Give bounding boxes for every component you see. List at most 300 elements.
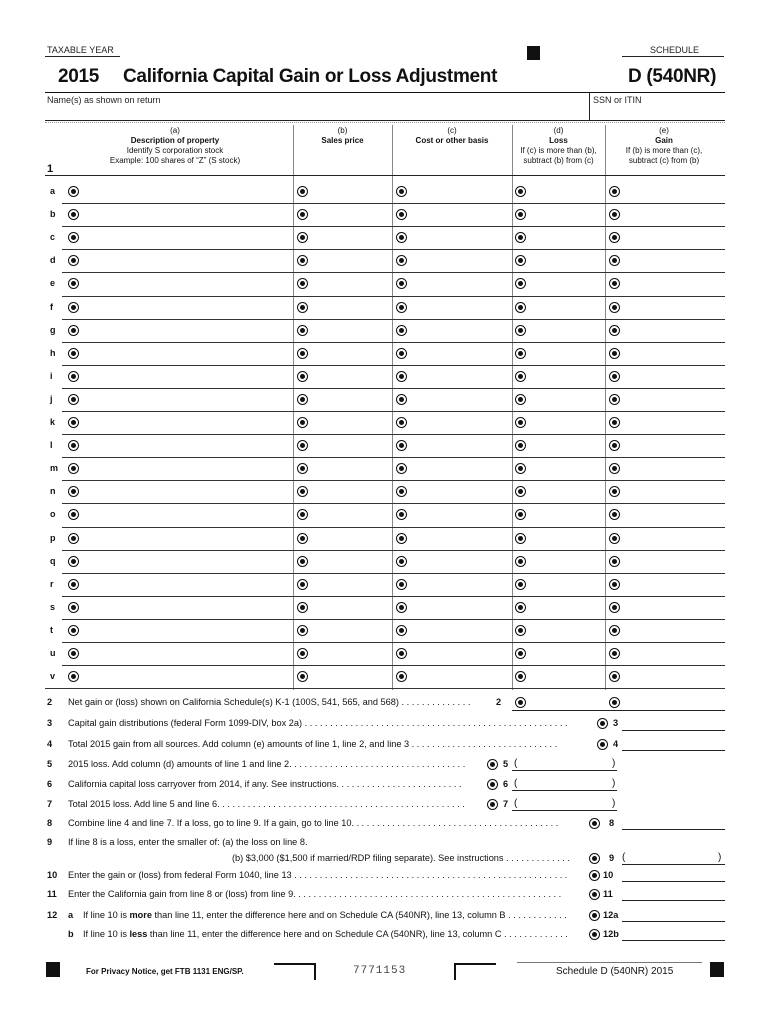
- line-12b-text-post: than line 11, enter the difference here and on Schedule CA (540NR), line 13, column C . . . . . . . . . . . . .: [147, 929, 568, 939]
- row-c-col-d-input[interactable]: [527, 228, 602, 244]
- row-f-col-e-input[interactable]: [621, 298, 721, 314]
- bullet-icon: [396, 209, 407, 220]
- bullet-icon: [68, 509, 79, 520]
- col-e-letter: (e): [659, 126, 669, 135]
- row-rule: [62, 272, 725, 273]
- line-12b-bullet-icon: [589, 929, 600, 940]
- bullet-icon: [68, 625, 79, 636]
- row-t-col-d-input[interactable]: [527, 621, 602, 637]
- row-n-col-c-input[interactable]: [408, 482, 508, 498]
- row-a-col-b-input[interactable]: [309, 182, 389, 198]
- row-g-col-c-input[interactable]: [408, 321, 508, 337]
- row-h-col-c-input[interactable]: [408, 344, 508, 360]
- row-rule: [62, 342, 725, 343]
- bullet-icon: [609, 348, 620, 359]
- row-i-col-b-input[interactable]: [309, 367, 389, 383]
- row-rule: [62, 226, 725, 227]
- row-q-col-d-input[interactable]: [527, 552, 602, 568]
- row-c-col-e-input[interactable]: [621, 228, 721, 244]
- line-8-number: 8: [47, 818, 53, 828]
- row-p-col-d-input[interactable]: [527, 529, 602, 545]
- bullet-icon: [297, 186, 308, 197]
- row-j-col-b-input[interactable]: [309, 390, 389, 406]
- bullet-icon: [609, 579, 620, 590]
- bullet-icon: [515, 556, 526, 567]
- row-c-col-a-input[interactable]: [80, 228, 290, 244]
- names-label: Name(s) as shown on return: [47, 95, 161, 105]
- line-5-bullet-icon: [487, 759, 498, 770]
- bullet-icon: [396, 186, 407, 197]
- col-d-sub2: subtract (b) from (c): [523, 156, 594, 165]
- bullet-icon: [297, 278, 308, 289]
- col-c-letter: (c): [447, 126, 457, 135]
- row-letter: k: [50, 417, 56, 427]
- row-g-col-d-input[interactable]: [527, 321, 602, 337]
- bullet-icon: [68, 232, 79, 243]
- col-a-sub1: Identify S corporation stock: [126, 146, 224, 155]
- row-letter: b: [50, 209, 56, 219]
- row-r-col-e-input[interactable]: [621, 575, 721, 591]
- bullet-icon: [68, 671, 79, 682]
- line-9-paren-close: ): [718, 852, 722, 863]
- line-6-input[interactable]: [520, 776, 610, 790]
- row-letter: q: [50, 556, 56, 566]
- row-k-col-c-input[interactable]: [408, 413, 508, 429]
- bullet-icon: [609, 648, 620, 659]
- bullet-icon: [396, 671, 407, 682]
- line-9-bullet-icon: [589, 853, 600, 864]
- row-rule: [62, 642, 725, 643]
- bullet-icon: [396, 509, 407, 520]
- bullet-icon: [396, 648, 407, 659]
- row-rule: [62, 527, 725, 528]
- bullet-icon: [68, 209, 79, 220]
- col-a-title: Description of property: [130, 136, 220, 145]
- line-2-text: Net gain or (loss) shown on California Schedule(s) K-1 (100S, 541, 565, and 568) . . . . . . . . . . . . . .: [68, 697, 471, 707]
- bullet-icon: [515, 463, 526, 474]
- col-e-title: Gain: [655, 136, 673, 145]
- line-5-paren-open: (: [514, 758, 518, 769]
- line-2-ref: 2: [496, 697, 502, 707]
- bullet-icon: [396, 302, 407, 313]
- bullet-icon: [297, 417, 308, 428]
- bullet-icon: [396, 232, 407, 243]
- line-12a-bullet-icon: [589, 910, 600, 921]
- row-letter: o: [50, 509, 56, 519]
- row-s-col-d-input[interactable]: [527, 598, 602, 614]
- row-l-col-d-input[interactable]: [527, 436, 602, 452]
- row-rule: [62, 249, 725, 250]
- row-r-col-a-input[interactable]: [80, 575, 290, 591]
- row-letter: m: [50, 463, 59, 473]
- row-m-col-b-input[interactable]: [309, 459, 389, 475]
- bullet-icon: [609, 417, 620, 428]
- line-11-input[interactable]: [624, 886, 724, 900]
- row-t-col-b-input[interactable]: [309, 621, 389, 637]
- line-8-bullet-icon: [589, 818, 600, 829]
- bullet-icon: [396, 579, 407, 590]
- bullet-icon: [515, 602, 526, 613]
- line-4-text: Total 2015 gain from all sources. Add column (e) amounts of line 1, line 2, and line 3 . . . . . . . . . . . . . . . . . . . . . . . . . . . . .: [68, 739, 558, 749]
- row-letter: t: [50, 625, 53, 635]
- bullet-icon: [297, 325, 308, 336]
- row-letter: n: [50, 486, 56, 496]
- row-d-col-d-input[interactable]: [527, 251, 602, 267]
- row-e-col-b-input[interactable]: [309, 274, 389, 290]
- row-letter: a: [50, 186, 56, 196]
- row-j-col-a-input[interactable]: [80, 390, 290, 406]
- row-e-col-e-input[interactable]: [621, 274, 721, 290]
- row-m-col-d-input[interactable]: [527, 459, 602, 475]
- row-o-col-c-input[interactable]: [408, 505, 508, 521]
- row-p-col-c-input[interactable]: [408, 529, 508, 545]
- line-12a-ref: 12a: [603, 910, 619, 920]
- row-f-col-c-input[interactable]: [408, 298, 508, 314]
- footer-registration-mark-left: [46, 962, 60, 977]
- registration-mark: [527, 46, 540, 60]
- bullet-icon: [297, 255, 308, 266]
- row-b-col-c-input[interactable]: [408, 205, 508, 221]
- line-3-number: 3: [47, 718, 53, 728]
- line-2-gain-input[interactable]: [621, 693, 721, 709]
- bullet-icon: [297, 556, 308, 567]
- bullet-icon: [297, 671, 308, 682]
- row-a-col-e-input[interactable]: [621, 182, 721, 198]
- row-p-col-a-input[interactable]: [80, 529, 290, 545]
- footer-registration-mark-right: [710, 962, 724, 977]
- row-e-col-a-input[interactable]: [80, 274, 290, 290]
- row-n-col-e-input[interactable]: [621, 482, 721, 498]
- bullet-icon: [68, 278, 79, 289]
- bullet-icon: [396, 440, 407, 451]
- col-e-sub1: If (b) is more than (c),: [625, 146, 703, 155]
- bullet-icon: [297, 533, 308, 544]
- row-s-col-a-input[interactable]: [80, 598, 290, 614]
- bullet-icon: [609, 556, 620, 567]
- bullet-icon: [68, 186, 79, 197]
- bullet-icon: [396, 602, 407, 613]
- row-l-col-e-input[interactable]: [621, 436, 721, 452]
- bullet-icon: [297, 371, 308, 382]
- line-7-input[interactable]: [520, 796, 610, 810]
- col-a-sub2: Example: 100 shares of “Z” (S stock): [109, 156, 241, 165]
- row-u-col-b-input[interactable]: [309, 644, 389, 660]
- row-u-col-d-input[interactable]: [527, 644, 602, 660]
- bullet-icon: [396, 348, 407, 359]
- line-6-paren-close: ): [612, 778, 616, 789]
- bullet-icon: [609, 394, 620, 405]
- form-code: 7771153: [353, 965, 407, 977]
- line-3-input[interactable]: [624, 715, 724, 729]
- line-4-ref: 4: [613, 739, 619, 749]
- bullet-icon: [515, 348, 526, 359]
- bullet-icon: [297, 209, 308, 220]
- row-k-col-a-input[interactable]: [80, 413, 290, 429]
- bullet-icon: [68, 348, 79, 359]
- row-o-col-e-input[interactable]: [621, 505, 721, 521]
- bullet-icon: [396, 625, 407, 636]
- bullet-icon: [297, 509, 308, 520]
- row-rule: [62, 665, 725, 666]
- bullet-icon: [609, 509, 620, 520]
- line-3-bullet-icon: [597, 718, 608, 729]
- schedule-label: SCHEDULE: [650, 45, 700, 55]
- line-12b-input[interactable]: [624, 926, 724, 940]
- line-9-number: 9: [47, 837, 53, 847]
- row-e-col-d-input[interactable]: [527, 274, 602, 290]
- row-o-col-b-input[interactable]: [309, 505, 389, 521]
- row-b-col-e-input[interactable]: [621, 205, 721, 221]
- line-8-input[interactable]: [624, 815, 724, 829]
- row-b-col-d-input[interactable]: [527, 205, 602, 221]
- line-10-number: 10: [47, 870, 58, 880]
- bullet-icon: [609, 278, 620, 289]
- row-p-col-b-input[interactable]: [309, 529, 389, 545]
- line-12a-text-pre: If line 10 is: [83, 910, 130, 920]
- bullet-icon: [609, 232, 620, 243]
- row-i-col-c-input[interactable]: [408, 367, 508, 383]
- row-v-col-b-input[interactable]: [309, 667, 389, 683]
- row-k-col-d-input[interactable]: [527, 413, 602, 429]
- line-1-number: 1: [47, 163, 54, 175]
- footer-schedule-label: Schedule D (540NR) 2015: [556, 966, 674, 977]
- bullet-icon: [515, 671, 526, 682]
- row-s-col-e-input[interactable]: [621, 598, 721, 614]
- bullet-icon: [68, 463, 79, 474]
- line-5-paren-close: ): [612, 758, 616, 769]
- bullet-icon: [609, 255, 620, 266]
- taxable-year-label: TAXABLE YEAR: [47, 45, 114, 55]
- row-letter: p: [50, 533, 56, 543]
- bullet-icon: [297, 348, 308, 359]
- line-10-input[interactable]: [624, 867, 724, 881]
- line-12b-sub: b: [68, 929, 74, 939]
- row-p-col-e-input[interactable]: [621, 529, 721, 545]
- col-e-header: [605, 126, 723, 166]
- bullet-icon: [68, 325, 79, 336]
- bullet-icon: [68, 648, 79, 659]
- row-q-col-e-input[interactable]: [621, 552, 721, 568]
- bullet-icon: [609, 625, 620, 636]
- bullet-icon: [609, 602, 620, 613]
- row-j-col-c-input[interactable]: [408, 390, 508, 406]
- line-5-input[interactable]: [520, 756, 610, 770]
- row-rule: [62, 203, 725, 204]
- row-m-col-a-input[interactable]: [80, 459, 290, 475]
- row-letter: j: [50, 394, 53, 404]
- col-b-title: Sales price: [321, 136, 364, 145]
- line-6-number: 6: [47, 779, 53, 789]
- row-rule: [62, 550, 725, 551]
- line-12a-text: [83, 910, 567, 920]
- bullet-icon: [68, 255, 79, 266]
- row-o-col-d-input[interactable]: [527, 505, 602, 521]
- row-rule: [62, 457, 725, 458]
- row-rule: [62, 619, 725, 620]
- bullet-icon: [396, 463, 407, 474]
- line-12a-sub: a: [68, 910, 74, 920]
- form-id: D (540NR): [628, 66, 717, 87]
- bullet-icon: [609, 671, 620, 682]
- row-b-col-b-input[interactable]: [309, 205, 389, 221]
- row-m-col-e-input[interactable]: [621, 459, 721, 475]
- row-t-col-a-input[interactable]: [80, 621, 290, 637]
- line-7-number: 7: [47, 799, 53, 809]
- row-a-col-a-input[interactable]: [80, 182, 290, 198]
- bullet-icon: [515, 186, 526, 197]
- row-s-col-b-input[interactable]: [309, 598, 389, 614]
- line-12-number: 12: [47, 910, 58, 920]
- row-f-col-a-input[interactable]: [80, 298, 290, 314]
- row-q-col-b-input[interactable]: [309, 552, 389, 568]
- bullet-icon: [515, 278, 526, 289]
- row-t-col-e-input[interactable]: [621, 621, 721, 637]
- row-e-col-c-input[interactable]: [408, 274, 508, 290]
- row-j-col-e-input[interactable]: [621, 390, 721, 406]
- line-4-input[interactable]: [624, 736, 724, 750]
- line-11-text: Enter the California gain from line 8 or (loss) from line 9. . . . . . . . . . . . . . . . . . . . . . . . . . . . . . . . . . . . . . . . . . . . . . . . . . . . .: [68, 889, 562, 899]
- row-letter: v: [50, 671, 56, 681]
- bullet-icon: [396, 278, 407, 289]
- row-l-col-b-input[interactable]: [309, 436, 389, 452]
- row-o-col-a-input[interactable]: [80, 505, 290, 521]
- line-12a-input[interactable]: [624, 907, 724, 921]
- bullet-icon: [515, 486, 526, 497]
- row-f-col-b-input[interactable]: [309, 298, 389, 314]
- row-rule: [62, 319, 725, 320]
- row-t-col-c-input[interactable]: [408, 621, 508, 637]
- bullet-icon: [396, 533, 407, 544]
- line-7-text: Total 2015 loss. Add line 5 and line 6. . . . . . . . . . . . . . . . . . . . . . . . . . . . . . . . . . . . . . . . . . . . . . . . .: [68, 799, 465, 809]
- line-9-input[interactable]: [628, 850, 716, 864]
- row-c-col-c-input[interactable]: [408, 228, 508, 244]
- row-r-col-c-input[interactable]: [408, 575, 508, 591]
- line-6-ref: 6: [503, 779, 509, 789]
- bullet-icon: [515, 394, 526, 405]
- row-v-col-e-input[interactable]: [621, 667, 721, 683]
- row-d-col-c-input[interactable]: [408, 251, 508, 267]
- row-v-col-d-input[interactable]: [527, 667, 602, 683]
- row-q-col-a-input[interactable]: [80, 552, 290, 568]
- row-c-col-b-input[interactable]: [309, 228, 389, 244]
- col-e-sub2: subtract (c) from (b): [628, 156, 700, 165]
- bullet-icon: [609, 371, 620, 382]
- line-12b-text: [83, 929, 568, 939]
- line-12b-text-pre: If line 10 is: [83, 929, 130, 939]
- line-11-bullet-icon: [589, 889, 600, 900]
- bullet-icon: [68, 302, 79, 313]
- row-v-col-c-input[interactable]: [408, 667, 508, 683]
- col-b-letter: (b): [337, 126, 348, 135]
- row-k-col-b-input[interactable]: [309, 413, 389, 429]
- col-a-header: [60, 126, 290, 166]
- bullet-icon: [297, 394, 308, 405]
- line-5-text: 2015 loss. Add column (d) amounts of line 1 and line 2. . . . . . . . . . . . . . . . . . . . . . . . . . . . . . . . . . .: [68, 759, 466, 769]
- ssn-input[interactable]: [595, 106, 723, 120]
- row-d-col-e-input[interactable]: [621, 251, 721, 267]
- row-s-col-c-input[interactable]: [408, 598, 508, 614]
- row-rule: [62, 411, 725, 412]
- row-d-col-a-input[interactable]: [80, 251, 290, 267]
- col-c-title: Cost or other basis: [415, 136, 489, 145]
- row-h-col-e-input[interactable]: [621, 344, 721, 360]
- row-letter: h: [50, 348, 56, 358]
- line-12b-text-bold: less: [129, 929, 148, 939]
- row-q-col-c-input[interactable]: [408, 552, 508, 568]
- line-7-ref: 7: [503, 799, 509, 809]
- line-9-ref: 9: [609, 853, 615, 863]
- bullet-icon: [297, 302, 308, 313]
- bullet-icon: [609, 302, 620, 313]
- row-rule: [62, 365, 725, 366]
- bullet-icon: [68, 486, 79, 497]
- row-l-col-a-input[interactable]: [80, 436, 290, 452]
- row-letter: f: [50, 302, 53, 312]
- row-n-col-a-input[interactable]: [80, 482, 290, 498]
- row-n-col-b-input[interactable]: [309, 482, 389, 498]
- row-n-col-d-input[interactable]: [527, 482, 602, 498]
- row-m-col-c-input[interactable]: [408, 459, 508, 475]
- row-a-col-c-input[interactable]: [408, 182, 508, 198]
- line-12a-text-bold: more: [129, 910, 152, 920]
- footer-corner-mark-left: [274, 963, 316, 980]
- row-u-col-a-input[interactable]: [80, 644, 290, 660]
- row-i-col-a-input[interactable]: [80, 367, 290, 383]
- row-letter: r: [50, 579, 54, 589]
- row-b-col-a-input[interactable]: [80, 205, 290, 221]
- row-h-col-d-input[interactable]: [527, 344, 602, 360]
- bullet-icon: [297, 463, 308, 474]
- row-r-col-d-input[interactable]: [527, 575, 602, 591]
- names-input[interactable]: [47, 106, 585, 120]
- bullet-icon: [68, 417, 79, 428]
- line-10-bullet-icon: [589, 870, 600, 881]
- line-4-bullet-icon: [597, 739, 608, 750]
- row-i-col-e-input[interactable]: [621, 367, 721, 383]
- bullet-icon: [297, 486, 308, 497]
- bullet-icon: [396, 417, 407, 428]
- row-a-col-d-input[interactable]: [527, 182, 602, 198]
- row-rule: [62, 296, 725, 297]
- row-g-col-b-input[interactable]: [309, 321, 389, 337]
- bullet-icon: [396, 325, 407, 336]
- line-3-text: Capital gain distributions (federal Form 1099-DIV, box 2a) . . . . . . . . . . . . . . . . . . . . . . . . . . . . . . . . . . . . . . . . . . . . . . . . . . . .: [68, 718, 568, 728]
- row-d-col-b-input[interactable]: [309, 251, 389, 267]
- line-6-bullet-icon: [487, 779, 498, 790]
- col-d-sub1: If (c) is more than (b),: [520, 146, 597, 155]
- bullet-icon: [396, 394, 407, 405]
- bullet-icon: [396, 556, 407, 567]
- bullet-icon: [297, 648, 308, 659]
- bullet-icon: [515, 509, 526, 520]
- row-i-col-d-input[interactable]: [527, 367, 602, 383]
- col-b-header: [293, 126, 392, 146]
- row-h-col-a-input[interactable]: [80, 344, 290, 360]
- row-u-col-c-input[interactable]: [408, 644, 508, 660]
- line-9-text-2: (b) $3,000 ($1,500 if married/RDP filing separate). See instructions . . . . . . . . . . . . .: [232, 853, 570, 863]
- row-g-col-e-input[interactable]: [621, 321, 721, 337]
- row-j-col-d-input[interactable]: [527, 390, 602, 406]
- row-l-col-c-input[interactable]: [408, 436, 508, 452]
- row-f-col-d-input[interactable]: [527, 298, 602, 314]
- row-h-col-b-input[interactable]: [309, 344, 389, 360]
- row-v-col-a-input[interactable]: [80, 667, 290, 683]
- row-u-col-e-input[interactable]: [621, 644, 721, 660]
- row-r-col-b-input[interactable]: [309, 575, 389, 591]
- row-g-col-a-input[interactable]: [80, 321, 290, 337]
- row-k-col-e-input[interactable]: [621, 413, 721, 429]
- line-2-loss-input[interactable]: [527, 693, 602, 709]
